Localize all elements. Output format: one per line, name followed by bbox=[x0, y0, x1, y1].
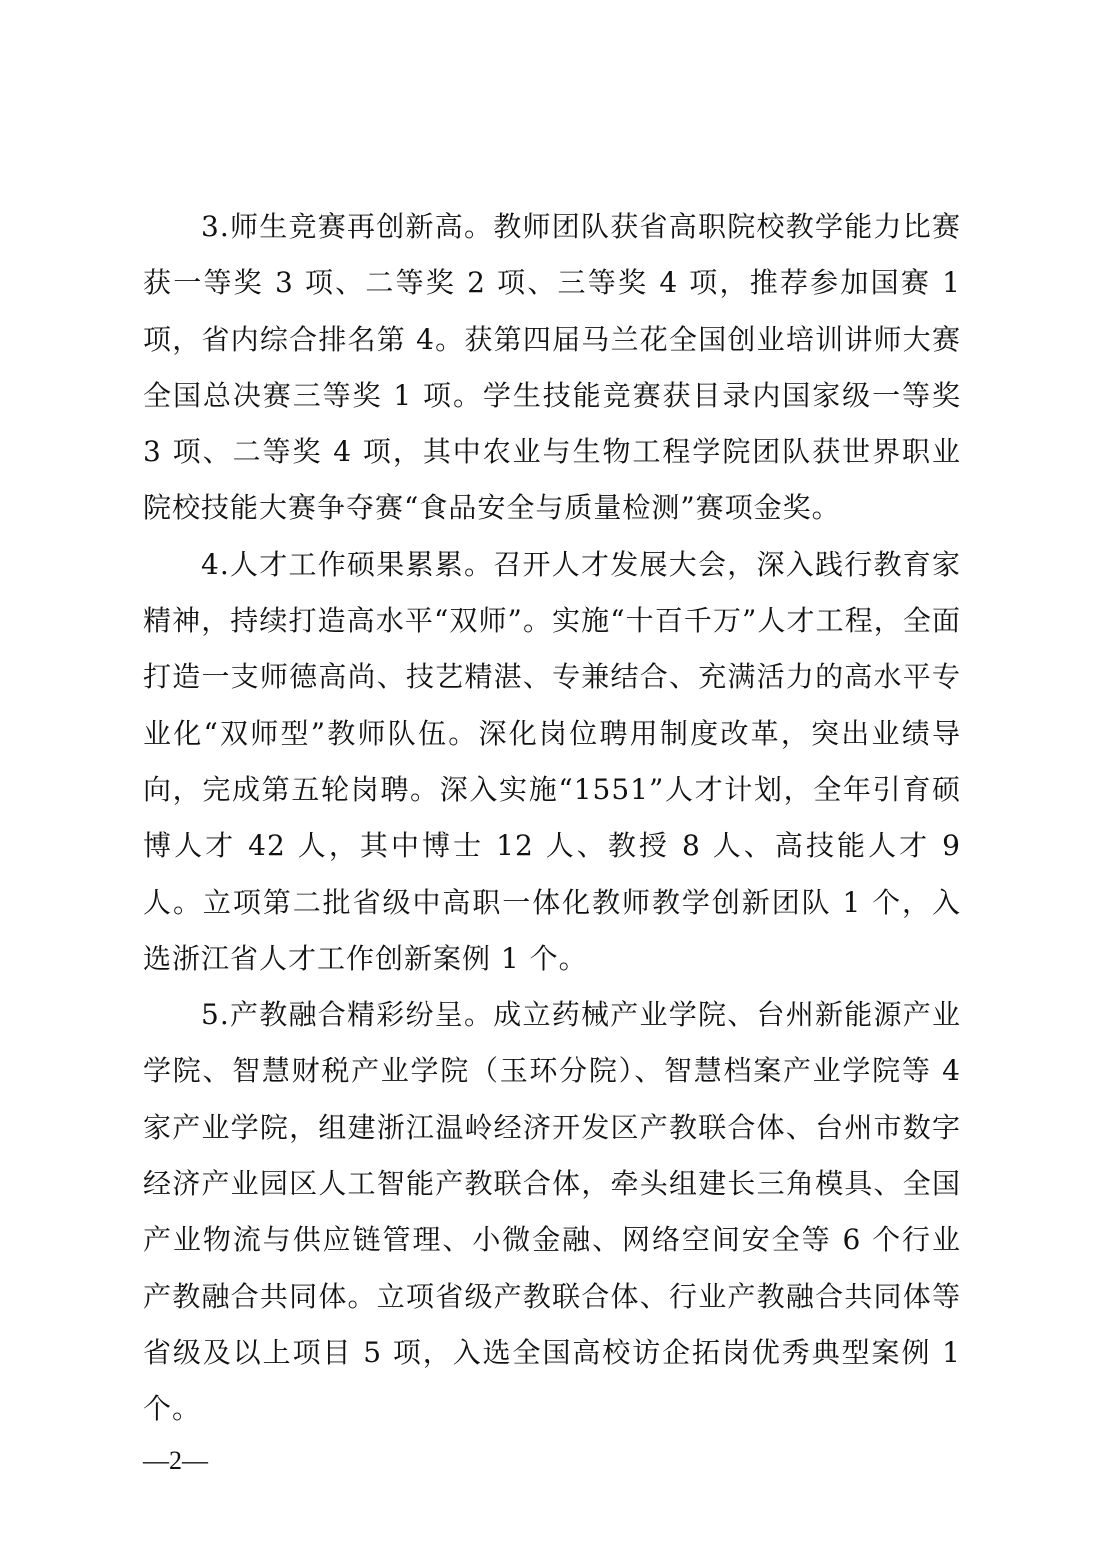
paragraph-text: 教师团队获省高职院校教学能力比赛获一等奖 3 项、二等奖 2 项、三等奖 4 项，推荐参加国赛 1 项，省内综合排名第 4。获第四届马兰花全国创业培训讲师大赛全国总决赛三等奖 1 项。学生技能竞赛获目录内国家级一等奖 3 项、二等奖 4 项，其中农业与生物工程学院团队获世界职业院校技能大赛争夺赛“食品安全与质量检测”赛项金奖。 bbox=[143, 210, 961, 525]
paragraph-talent bbox=[143, 537, 961, 987]
paragraph-industry-education bbox=[143, 987, 961, 1437]
paragraph-heading: 5.产教融合精彩纷呈。 bbox=[201, 998, 494, 1032]
paragraph-text: 召开人才发展大会，深入践行教育家精神，持续打造高水平“双师”。实施“十百千万”人才工程，全面打造一支师德高尚、技艺精湛、专兼结合、充满活力的高水平专业化“双师型”教师队伍。深化岗位聘用制度改革，突出业绩导向，完成第五轮岗聘。深入实施“1551”人才计划，全年引育硕博人才 42 人，其中博士 12 人、教授 8 人、高技能人才 9 人。立项第二批省级中高职一体化教师教学创新团队 1 个，入选浙江省人才工作创新案例 1 个。 bbox=[143, 547, 961, 975]
paragraph-heading: 3.师生竞赛再创新高。 bbox=[201, 210, 494, 243]
document-body bbox=[143, 199, 961, 1438]
paragraph-heading: 4.人才工作硕果累累。 bbox=[201, 547, 494, 581]
paragraph-text: 成立药械产业学院、台州新能源产业学院、智慧财税产业学院（玉环分院）、智慧档案产业学院等 4 家产业学院，组建浙江温岭经济开发区产教联合体、台州市数字经济产业园区人工智能产教联合体，牵头组建长三角模具、全国产业物流与供应链管理、小微金融、网络空间安全等 6 个行业产教融合共同体。立项省级产教联合体、行业产教融合共同体等省级及以上项目 5 项，入选全国高校访企拓岗优秀典型案例 1 个。 bbox=[143, 998, 961, 1426]
page-number: —2— bbox=[143, 1446, 208, 1475]
paragraph-competitions bbox=[143, 199, 961, 537]
